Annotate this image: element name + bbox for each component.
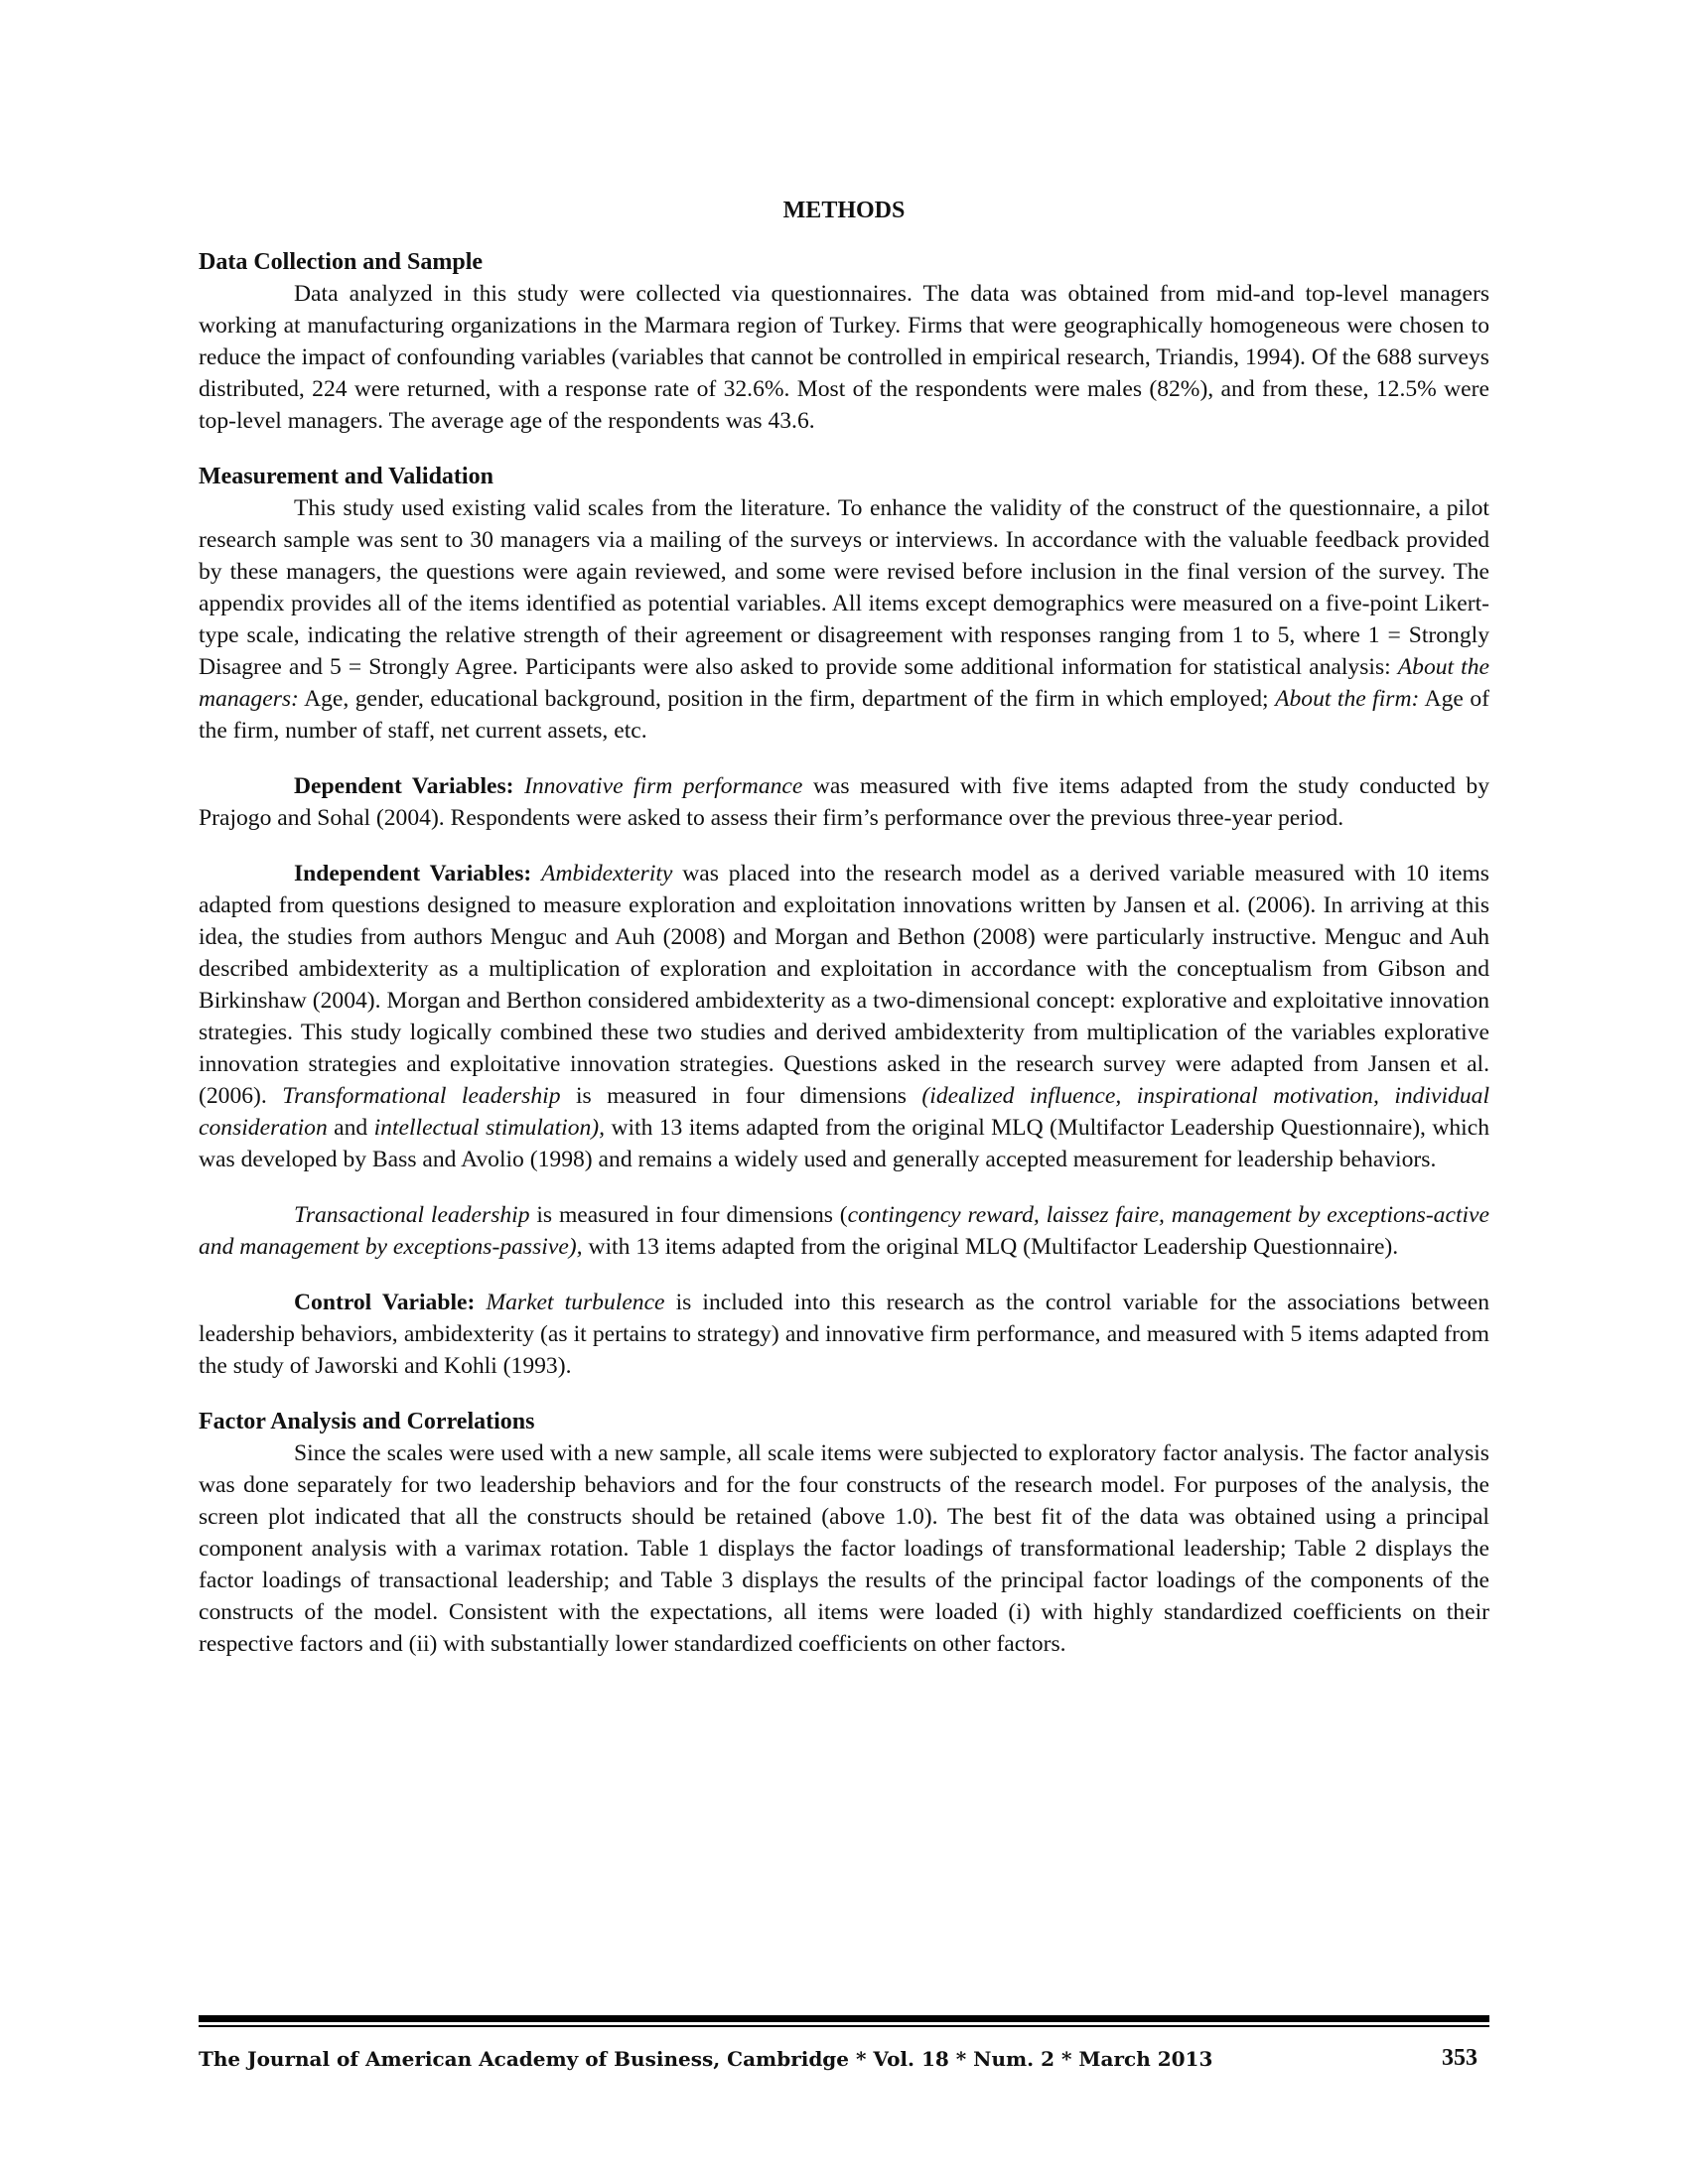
measurement-text: This study used existing valid scales from the literature. To enhance the validity of the construct of the questionnaire, a pilot research sample was sent to 30 managers via a mailing of the surveys or interviews. In accordance with the valuable feedback provided by these managers, the questions were again reviewed, and some were revised before inclusion in the final version of the survey. The appendix provides all of the items identified as potential variables. All items except demographics were measured on a five-point Likert-type scale, indicating the relative strength of their agreement or disagreement with responses ranging from 1 to 5, where 1 = Strongly Disagree and 5 = Strongly Agree. Participants were also asked to provide some additional information for statistical analysis: bbox=[199, 495, 1489, 680]
independent-text-1: was placed into the research model as a derived variable measured with 10 items adapted from questions designed to measure exploration and exploitation innovations written by Jansen et al. (2006). In arriving at this idea, the studies from authors Menguc and Auh (2008) and Morgan and Bethon (2008) were particularly instructive. Menguc and Auh described ambidexterity as a multiplication of exploration and exploitation in accordance with the conceptualism from Gibson and Birkinshaw (2004). Morgan and Berthon considered ambidexterity as a two-dimensional concept: explorative and exploitative innovation strategies. This study logically combined these two studies and derived ambidexterity from multiplication of the variables explorative innovation strategies and exploitative innovation strategies. Questions asked in the research survey were adapted from Jansen et al. (2006). bbox=[199, 861, 1489, 1109]
dependent-lead: Dependent Variables: bbox=[294, 773, 514, 799]
independent-text-2: is measured in four dimensions bbox=[560, 1083, 922, 1109]
control-lead: Control Variable: bbox=[294, 1290, 476, 1315]
dependent-text: was measured with five items adapted from the study conducted by Prajogo and Sohal (2004). Respondents were asked to assess their firm’s performance over the previous three-year period. bbox=[199, 773, 1489, 831]
transactional-term: Transactional leadership bbox=[294, 1202, 530, 1228]
heading-measurement: Measurement and Validation bbox=[199, 464, 493, 489]
transactional-text-1: is measured in four dimensions ( bbox=[529, 1202, 848, 1228]
footer-rule-thin bbox=[199, 2025, 1489, 2027]
about-managers-text: Age, gender, educational background, position in the firm, department of the firm in which employed; bbox=[298, 686, 1276, 712]
paragraph-control-variable bbox=[199, 1287, 1489, 1382]
independent-dims-last: intellectual stimulation), bbox=[373, 1115, 606, 1141]
heading-data-collection: Data Collection and Sample bbox=[199, 249, 484, 275]
paragraph-data-collection: Data analyzed in this study were collected via questionnaires. The data was obtained from mid-and top-level managers working at manufacturing organizations in the Marmara region of Turkey. Firms that were geographically homogeneous were chosen to reduce the impact of confounding variables (variables that cannot be controlled in empirical research, Triandis, 1994). Of the 688 surveys distributed, 224 were returned, with a response rate of 32.6%. Most of the respondents were males (82%), and from these, 12.5% were top-level managers. The average age of the respondents was 43.6. bbox=[199, 281, 1489, 434]
page-number: 353 bbox=[1442, 2045, 1477, 2071]
paragraph-dependent-variables bbox=[199, 770, 1489, 834]
heading-factor-analysis: Factor Analysis and Correlations bbox=[199, 1409, 535, 1434]
control-term: Market turbulence bbox=[486, 1290, 665, 1315]
transactional-dims: contingency reward, laissez faire, management by exceptions-active and management by exceptions-passive), bbox=[199, 1202, 1490, 1260]
independent-term-2: Transformational leadership bbox=[282, 1083, 561, 1109]
independent-text-3: with 13 items adapted from the original MLQ (Multifactor Leadership Questionnaire), which was developed by Bass and Avolio (1998) and remains a widely used and generally accepted measurement for leadership behaviors. bbox=[199, 1115, 1489, 1172]
transactional-text-2: with 13 items adapted from the original MLQ (Multifactor Leadership Questionnaire). bbox=[582, 1234, 1399, 1260]
independent-term: Ambidexterity bbox=[541, 861, 673, 887]
page-content bbox=[199, 195, 1489, 1660]
about-firm-label: About the firm: bbox=[1275, 686, 1420, 712]
independent-and: and bbox=[327, 1115, 374, 1141]
section-title: METHODS bbox=[782, 198, 906, 223]
about-firm-text: Age of the firm, number of staff, net current assets, etc. bbox=[199, 686, 1489, 744]
about-managers-label: About the managers: bbox=[199, 654, 1489, 712]
paragraph-factor-analysis: Since the scales were used with a new sample, all scale items were subjected to exploratory factor analysis. The factor analysis was done separately for two leadership behaviors and for the four constructs of the research model. For purposes of the analysis, the screen plot indicated that all the constructs should be retained (above 1.0). The best fit of the data was obtained using a principal component analysis with a varimax rotation. Table 1 displays the factor loadings of transformational leadership; Table 2 displays the factor loadings of transactional leadership; and Table 3 displays the results of the principal factor loadings of the components of the constructs of the model. Consistent with the expectations, all items were loaded (i) with highly standardized coefficients on their respective factors and (ii) with substantially lower standardized coefficients on other factors. bbox=[199, 1440, 1489, 1657]
control-text: is included into this research as the control variable for the associations between leadership behaviors, ambidexterity (as it pertains to strategy) and innovative firm performance, and measured with 5 items adapted from the study of Jaworski and Kohli (1993). bbox=[199, 1290, 1489, 1379]
journal-citation: The Journal of American Academy of Business, Cambridge * Vol. 18 * Num. 2 * March 2013 bbox=[199, 2047, 1213, 2071]
independent-lead: Independent Variables: bbox=[294, 861, 532, 887]
dependent-term: Innovative firm performance bbox=[523, 773, 803, 799]
paragraph-independent-variables bbox=[199, 858, 1489, 1175]
independent-dims: (idealized influence, inspirational motivation, individual consideration bbox=[199, 1083, 1489, 1141]
paragraph-transactional bbox=[199, 1199, 1489, 1263]
page-footer bbox=[199, 2047, 1489, 2071]
footer-rule-thick bbox=[199, 2015, 1489, 2022]
paragraph-measurement bbox=[199, 492, 1489, 747]
